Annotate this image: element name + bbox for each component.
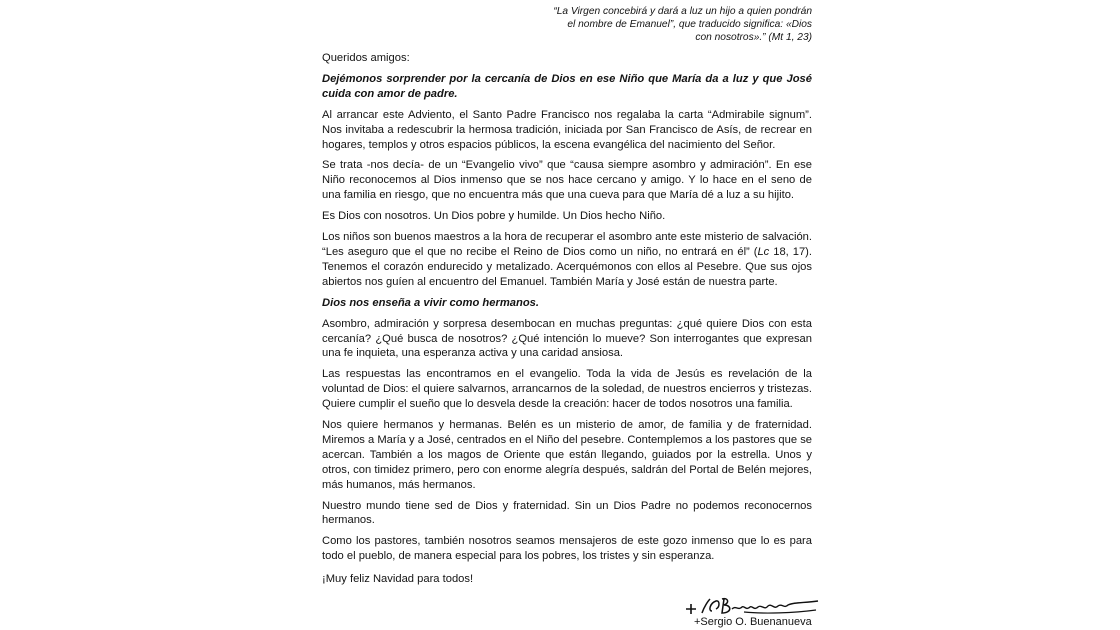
paragraph-4-text-b: 18, 17). Tenemos el corazón endurecido y metalizado. Acerquémonos con ellos al Pesebre. Que sus ojos abiertos nos guíen al encuentro del Emanuel. También María y José están de nuestra parte. <box>322 245 812 288</box>
letter-body <box>322 51 812 593</box>
paragraph-7: Nos quiere hermanos y hermanas. Belén es un misterio de amor, de familia y de fraternidad. Miremos a María y a José, centrados en el Niño del pesebre. Contemplemos a los pastores que se acercan. También a los magos de Oriente que están llegando, guiados por la estrella. Unos y otros, con timidez primero, pero con enorme alegría después, saldrán del Portal de Belén mejores, más humanos, más hermanos. <box>322 419 813 491</box>
epigraph-quote <box>540 5 812 44</box>
heading-1: Dejémonos sorprender por la cercanía de Dios en ese Niño que María da a luz y que José cuida con amor de padre. <box>322 72 812 100</box>
paragraph-2: Se trata -nos decía- de un “Evangelio vivo” que “causa siempre asombro y admiración”. En ese Niño reconocemos al Dios inmenso que se nos hace cercano y amigo. Y lo hace en el seno de una familia en riesgo, que no encuentra más que una cueva para que María dé a luz a su hijito. <box>322 159 812 202</box>
paragraph-8: Nuestro mundo tiene sed de Dios y fraternidad. Sin un Dios Padre no podemos reconocernos hermanos. <box>322 499 812 527</box>
paragraph-4-text-a: Los niños son buenos maestros a la hora de recuperar el asombro ante este misterio de salvación. “Les aseguro que el que no recibe el Reino de Dios como un niño, no entrará en él” ( <box>322 231 812 258</box>
handwritten-signature <box>684 593 824 617</box>
epigraph-line-2: el nombre de Emanuel”, que traducido significa: «Dios <box>567 19 812 30</box>
paragraph-4 <box>322 230 812 290</box>
epigraph-line-1: “La Virgen concebirá y dará a luz un hijo a quien pondrán <box>553 6 812 17</box>
paragraph-3: Es Dios con nosotros. Un Dios pobre y humilde. Un Dios hecho Niño. <box>322 210 666 223</box>
signature-name: +Sergio O. Buenanueva <box>694 616 812 628</box>
paragraph-1: Al arrancar este Adviento, el Santo Padre Francisco nos regalaba la carta “Admirabile signum”. Nos invitaba a redescubrir la hermosa tradición, iniciada por San Francisco de Asís, de recrear en hogares, templos y otros espacios públicos, la escena evangélica del nacimiento del Señor. <box>322 108 812 151</box>
epigraph-line-3: con nosotros».” (Mt 1, 23) <box>695 32 812 43</box>
paragraph-6: Las respuestas las encontramos en el evangelio. Toda la vida de Jesús es revelación de la voluntad de Dios: el quiere salvarnos, arrancarnos de la soledad, de nuestros encierros y tristezas. Quiere cumplir el sueño que lo desvela desde la creación: hacer de todos nosotros una familia. <box>322 368 812 411</box>
paragraph-5: Asombro, admiración y sorpresa desembocan en muchas preguntas: ¿qué quiere Dios con esta cercanía? ¿Qué busca de nosotros? ¿Qué intención lo mueve? Son interrogantes que expresan una fe inquieta, una esperanza activa y una caridad ansiosa. <box>322 317 812 360</box>
paragraph-9: Como los pastores, también nosotros seamos mensajeros de este gozo inmenso que lo es para todo el pueblo, de manera especial para los pobres, los tristes y sin esperanza. <box>322 535 812 563</box>
closing-line: ¡Muy feliz Navidad para todos! <box>322 573 474 586</box>
greeting: Queridos amigos: <box>322 52 410 64</box>
heading-2: Dios nos enseña a vivir como hermanos. <box>322 296 539 309</box>
citation-lc: Lc <box>757 245 770 258</box>
